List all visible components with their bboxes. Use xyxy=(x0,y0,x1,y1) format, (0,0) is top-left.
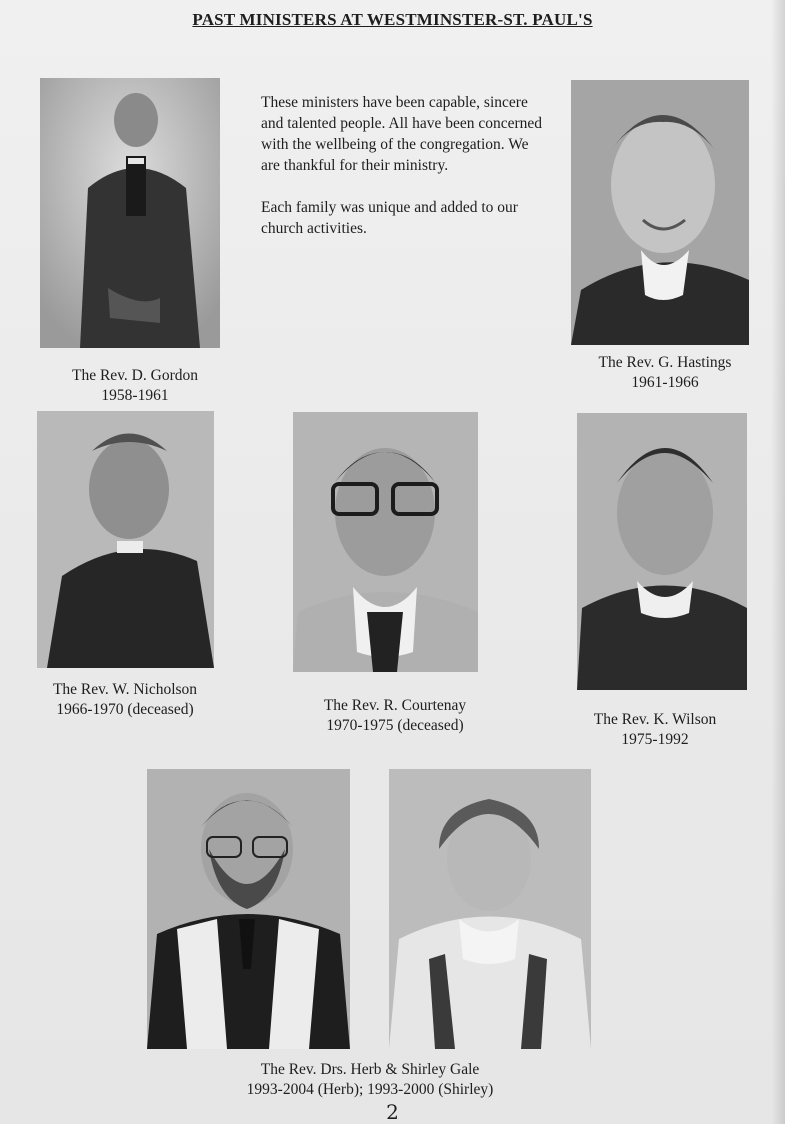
minister-years: 1993-2004 (Herb); 1993-2000 (Shirley) xyxy=(246,1081,494,1098)
minister-name: The Rev. G. Hastings xyxy=(598,354,732,371)
minister-years: 1958-1961 xyxy=(101,387,169,404)
photo-nicholson xyxy=(37,411,214,668)
minister-years: 1970-1975 (deceased) xyxy=(326,717,464,734)
caption-nicholson xyxy=(30,680,220,720)
page-title: PAST MINISTERS AT WESTMINSTER-ST. PAUL'S xyxy=(192,10,593,29)
photo-herb-gale xyxy=(147,769,350,1049)
minister-name: The Rev. D. Gordon xyxy=(72,367,198,384)
photo-wilson xyxy=(577,413,747,690)
caption-wilson xyxy=(560,710,750,750)
minister-years: 1966-1970 (deceased) xyxy=(56,701,194,718)
caption-hastings xyxy=(570,353,760,393)
intro-paragraph-1: These ministers have been capable, sincere and talented people. All have been concerned with the wellbeing of the congregation. We are thankful for their ministry. xyxy=(261,94,543,174)
minister-years: 1975-1992 xyxy=(621,731,689,748)
minister-name: The Rev. Drs. Herb & Shirley Gale xyxy=(260,1061,480,1078)
page-edge-shadow xyxy=(771,0,785,1124)
minister-name: The Rev. W. Nicholson xyxy=(52,681,198,698)
caption-gale xyxy=(170,1060,570,1100)
minister-name: The Rev. K. Wilson xyxy=(593,711,717,728)
intro-paragraph-2: Each family was unique and added to our church activities. xyxy=(261,199,518,237)
intro-text xyxy=(261,92,551,260)
photo-hastings xyxy=(571,80,749,345)
caption-courtenay xyxy=(300,696,490,736)
photo-gordon xyxy=(40,78,220,348)
caption-gordon xyxy=(40,366,230,406)
page-number: 2 xyxy=(386,1100,399,1124)
photo-courtenay xyxy=(293,412,478,672)
minister-years: 1961-1966 xyxy=(631,374,699,391)
minister-name: The Rev. R. Courtenay xyxy=(323,697,467,714)
photo-shirley-gale xyxy=(389,769,591,1049)
